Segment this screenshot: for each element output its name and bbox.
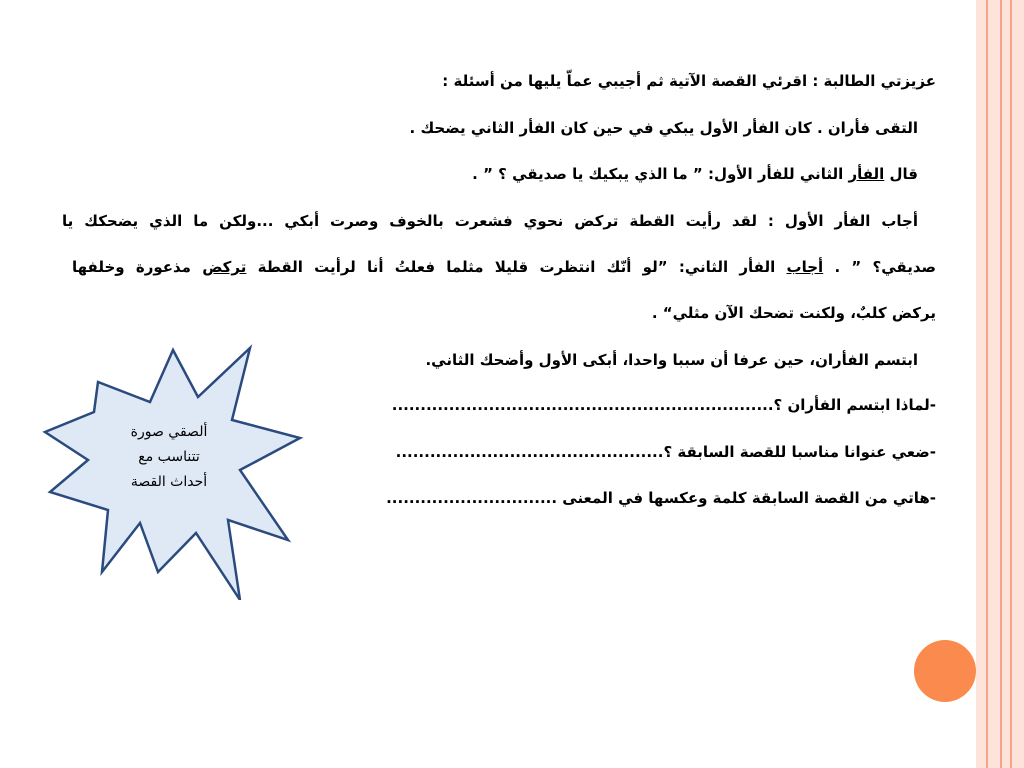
starburst-line-1: ألصقي صورة — [130, 424, 208, 440]
story-line-2-start: قال — [884, 165, 918, 183]
starburst-text — [108, 420, 230, 495]
question-3: -هاتي من القصة السابقة كلمة وعكسها في المعنى .............................. — [386, 489, 936, 507]
story-line-1: التقى فأران . كان الفأر الأول يبكي في حين كان الفأر الثاني يضحك . — [409, 119, 918, 137]
story-line-5: يركض كلبٌ، ولكنت تضحك الآن مثلي“ . — [651, 304, 936, 322]
intro-line: عزيزتي الطالبة : اقرئي القصة الآتية ثم أجيبي عماّ يليها من أسئلة : — [442, 72, 936, 90]
story-line-3: أجاب الفأر الأول : لقد رأيت القطة تركض نحوي فشعرت بالخوف وصرت أبكي ...ولكن ما الذي يضحكك يا — [62, 212, 918, 230]
question-1: -لماذا ابتسم الفأران ؟................................................................... — [391, 396, 936, 414]
underlined-word-mouse: الفأر — [848, 165, 885, 183]
decor-stripe-3 — [1002, 0, 1010, 768]
decor-stripe-4 — [1012, 0, 1024, 768]
starburst-line-3: أحداث القصة — [130, 474, 208, 490]
decor-circle — [914, 640, 976, 702]
story-line-2 — [472, 163, 918, 185]
story-line-4-b: الفأر الثاني: ”لو أنّك انتظرت قليلا مثلما فعلتُ أنا لرأيت القطة — [246, 258, 787, 276]
underlined-word-runs: تركض — [202, 258, 247, 276]
starburst-line-2: تتناسب مع — [138, 449, 200, 465]
decor-stripe-1 — [976, 0, 986, 768]
story-line-2-end: الثاني للفأر الأول: ” ما الذي يبكيك يا صديقي ؟ ” . — [472, 165, 849, 183]
story-line-6: ابتسم الفأران، حين عرفا أن سببا واحدا، أبكى الأول وأضحك الثاني. — [425, 351, 918, 369]
decor-stripe-2 — [988, 0, 1000, 768]
question-2: -ضعي عنوانا مناسبا للقصة السابقة ؟............................................... — [395, 443, 936, 461]
starburst-icon — [0, 0, 400, 600]
underlined-word-answered: أجاب — [786, 258, 824, 276]
story-line-4-a: صديقي؟ ” . — [823, 258, 937, 276]
story-line-4-c: مذعورة وخلفها — [72, 258, 203, 276]
